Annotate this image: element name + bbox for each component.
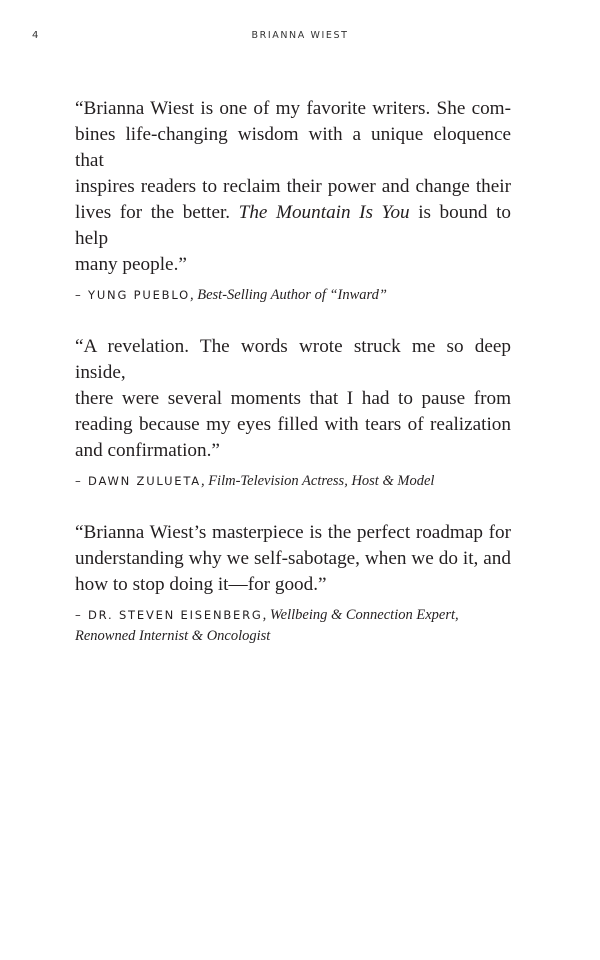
quote-line: “Brianna Wiest’s masterpiece is the perfect roadmap for (75, 522, 511, 543)
attribution-dash: – (75, 474, 89, 488)
blurb-quote (75, 520, 511, 598)
quote-text: is bound to help (75, 202, 511, 249)
quote-line: reading because my eyes filled with tears of realization (75, 414, 511, 435)
quote-line: understanding why we self-sabotage, when we do it, and (75, 548, 511, 569)
blurb-dawn-zulueta (75, 334, 511, 492)
book-title: The Mountain Is You (238, 202, 410, 223)
quote-line: how to stop doing it—for good.” (75, 574, 327, 595)
author-role-line2: Renowned Internist & Oncologist (75, 628, 271, 644)
attribution-dash: – (75, 608, 89, 622)
blurb-steven-eisenberg (75, 520, 511, 647)
running-head: BRIANNA WIEST (251, 30, 349, 41)
separator: , (189, 287, 198, 303)
quote-line: “Brianna Wiest is one of my favorite writers. She com- (75, 98, 511, 119)
author-name: DR. STEVEN EISENBERG (88, 608, 263, 622)
quote-line: there were several moments that I had to pause from (75, 388, 511, 409)
quote-line: inspires readers to reclaim their power and change their (75, 176, 511, 197)
author-name: YUNG PUEBLO (88, 288, 190, 302)
quote-line: bines life-changing wisdom with a unique eloquence that (75, 124, 511, 171)
separator: , (262, 607, 270, 623)
page-number: 4 (32, 30, 39, 41)
blurb-quote (75, 96, 511, 278)
author-role: Best-Selling Author of “Inward” (197, 287, 387, 303)
praise-section (75, 96, 511, 675)
page-header (0, 30, 600, 44)
quote-line (75, 200, 511, 252)
quote-text: lives for the better. (75, 202, 239, 223)
blurb-attribution (75, 471, 511, 492)
quote-line: and confirmation.” (75, 440, 220, 461)
blurb-yung-pueblo (75, 96, 511, 306)
separator: , (200, 473, 209, 489)
quote-line: “A revelation. The words wrote struck me so deep inside, (75, 336, 511, 383)
quote-line: many people.” (75, 254, 187, 275)
attribution-dash: – (75, 288, 89, 302)
author-name: DAWN ZULUETA (88, 474, 201, 488)
author-role: Film-Television Actress, Host & Model (208, 473, 435, 489)
blurb-attribution (75, 285, 511, 306)
blurb-attribution (75, 605, 511, 647)
blurb-quote (75, 334, 511, 464)
author-role: Wellbeing & Connection Expert, (269, 607, 459, 623)
